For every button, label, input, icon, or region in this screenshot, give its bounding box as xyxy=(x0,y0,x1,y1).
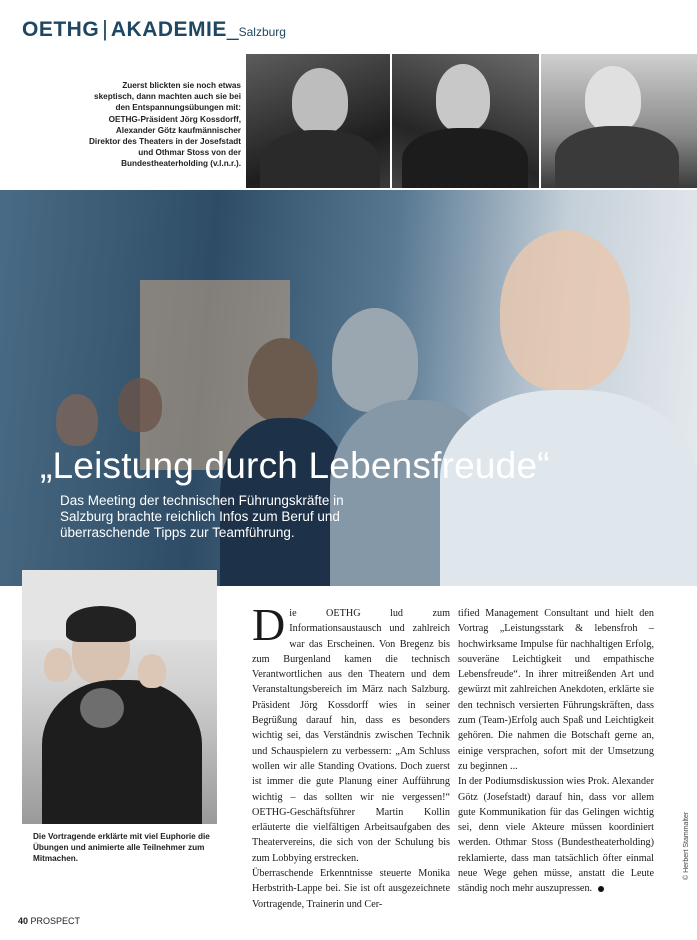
photo-goetz xyxy=(392,54,539,188)
section-name: AKADEMIE xyxy=(110,18,227,41)
body-paragraph-2: Überraschende Erkenntnisse steuerte Monika Herbstrith-Lappe bei. Sie ist oft ausgezeichnete Vortragende, Trainerin und Cer- xyxy=(252,868,450,910)
page-footer xyxy=(18,916,80,926)
header-underscore: _ xyxy=(226,18,239,41)
photo-credit: © Herbert Stammalter xyxy=(683,811,690,880)
section-location: Salzburg xyxy=(238,25,286,39)
body-column-1 xyxy=(252,599,450,912)
photo-kossdorff xyxy=(246,54,390,188)
end-mark xyxy=(598,886,604,892)
photo-stoss xyxy=(541,54,697,188)
body-paragraph-3: tified Management Consultant und hielt den Vortrag „Leistungsstark & lebensfroh – hochwirksame Impulse für nachhaltigen Erfolg, souveräne Leichtigkeit und empathische Lebensfreude“. In ihrer mitreißenden Art und gewürzt mit zahlreichen Anekdoten, erklärte sie den technisch versierten Führungskräften, dass zum (Team-)Erfolg auch Spaß und Leichtigkeit gehören. Die nahmen die Botschaft gerne an, einige versprachen, sofort mit der Umsetzung zu beginnen ... xyxy=(458,608,654,772)
body-column-2 xyxy=(458,606,654,897)
body-paragraph-1: ie OETHG lud zum Informationsaustausch und zahlreich war das Erscheinen. Von Bregenz bis zum Burgenland kamen die technisch Verantwortlichen aus den Theatern und dem Veranstaltungsbereich im März nach Salzburg. Präsident Jörg Kossdorff wies in seiner Begrüßung darauf hin, dass es besonders wichtig sei, das Verständnis zwischen Technik und Schauspielern zu verbessern: „Am Schluss wollen wir alle Standing Ovations. Doch zuerst ist immer die gute Planung einer Aufführung wichtig – das sollten wir nie vergessen!“ OETHG-Geschäftsführer Martin Kollin erläuterte die vielfältigen Arbeitsaufgaben des Theatervereins, die sich von der Schulung bis zum Lobbying erstrecken. xyxy=(252,608,450,864)
article-headline: „Leistung durch Lebensfreude“ xyxy=(40,445,550,486)
brand-name: OETHG xyxy=(22,18,100,41)
header-separator: | xyxy=(102,16,108,41)
photo-speaker xyxy=(22,570,217,824)
drop-cap: D xyxy=(252,599,286,650)
article-subhead: Das Meeting der technischen Führungskräfte in Salzburg brachte reichlich Infos zum Beruf und überraschende Tipps zur Teamführung. xyxy=(60,493,344,540)
page-header xyxy=(22,16,286,42)
page-number: 40 xyxy=(18,916,29,926)
intro-caption: Zuerst blickten sie noch etwas skeptisch, dann machten auch sie bei den Entspannungsübungen mit: OETHG-Präsident Jörg Kossdorff, Alexander Götz kaufmännischer Direktor des Theaters in der Josefstadt und Othmar Stoss von der Bundestheaterholding (v.l.n.r.). xyxy=(89,81,241,169)
magazine-name: PROSPECT xyxy=(30,916,81,926)
speaker-caption: Die Vortragende erklärte mit viel Euphorie die Übungen und animierte alle Teilnehmer zum Mitmachen. xyxy=(33,832,210,864)
body-paragraph-4: In der Podiumsdiskussion wies Prok. Alexander Götz (Josefstadt) darauf hin, dass vor allem gute Kommunikation für das Gelingen wichtig sei, denn viele Akteure müssen koordiniert werden. Othmar Stoss (Bundestheaterholding) reklamierte, dass man tatsächlich öfter einmal neue Wege gehen müsse, anstatt die Leute ständig noch mehr auszupressen. xyxy=(458,776,654,895)
